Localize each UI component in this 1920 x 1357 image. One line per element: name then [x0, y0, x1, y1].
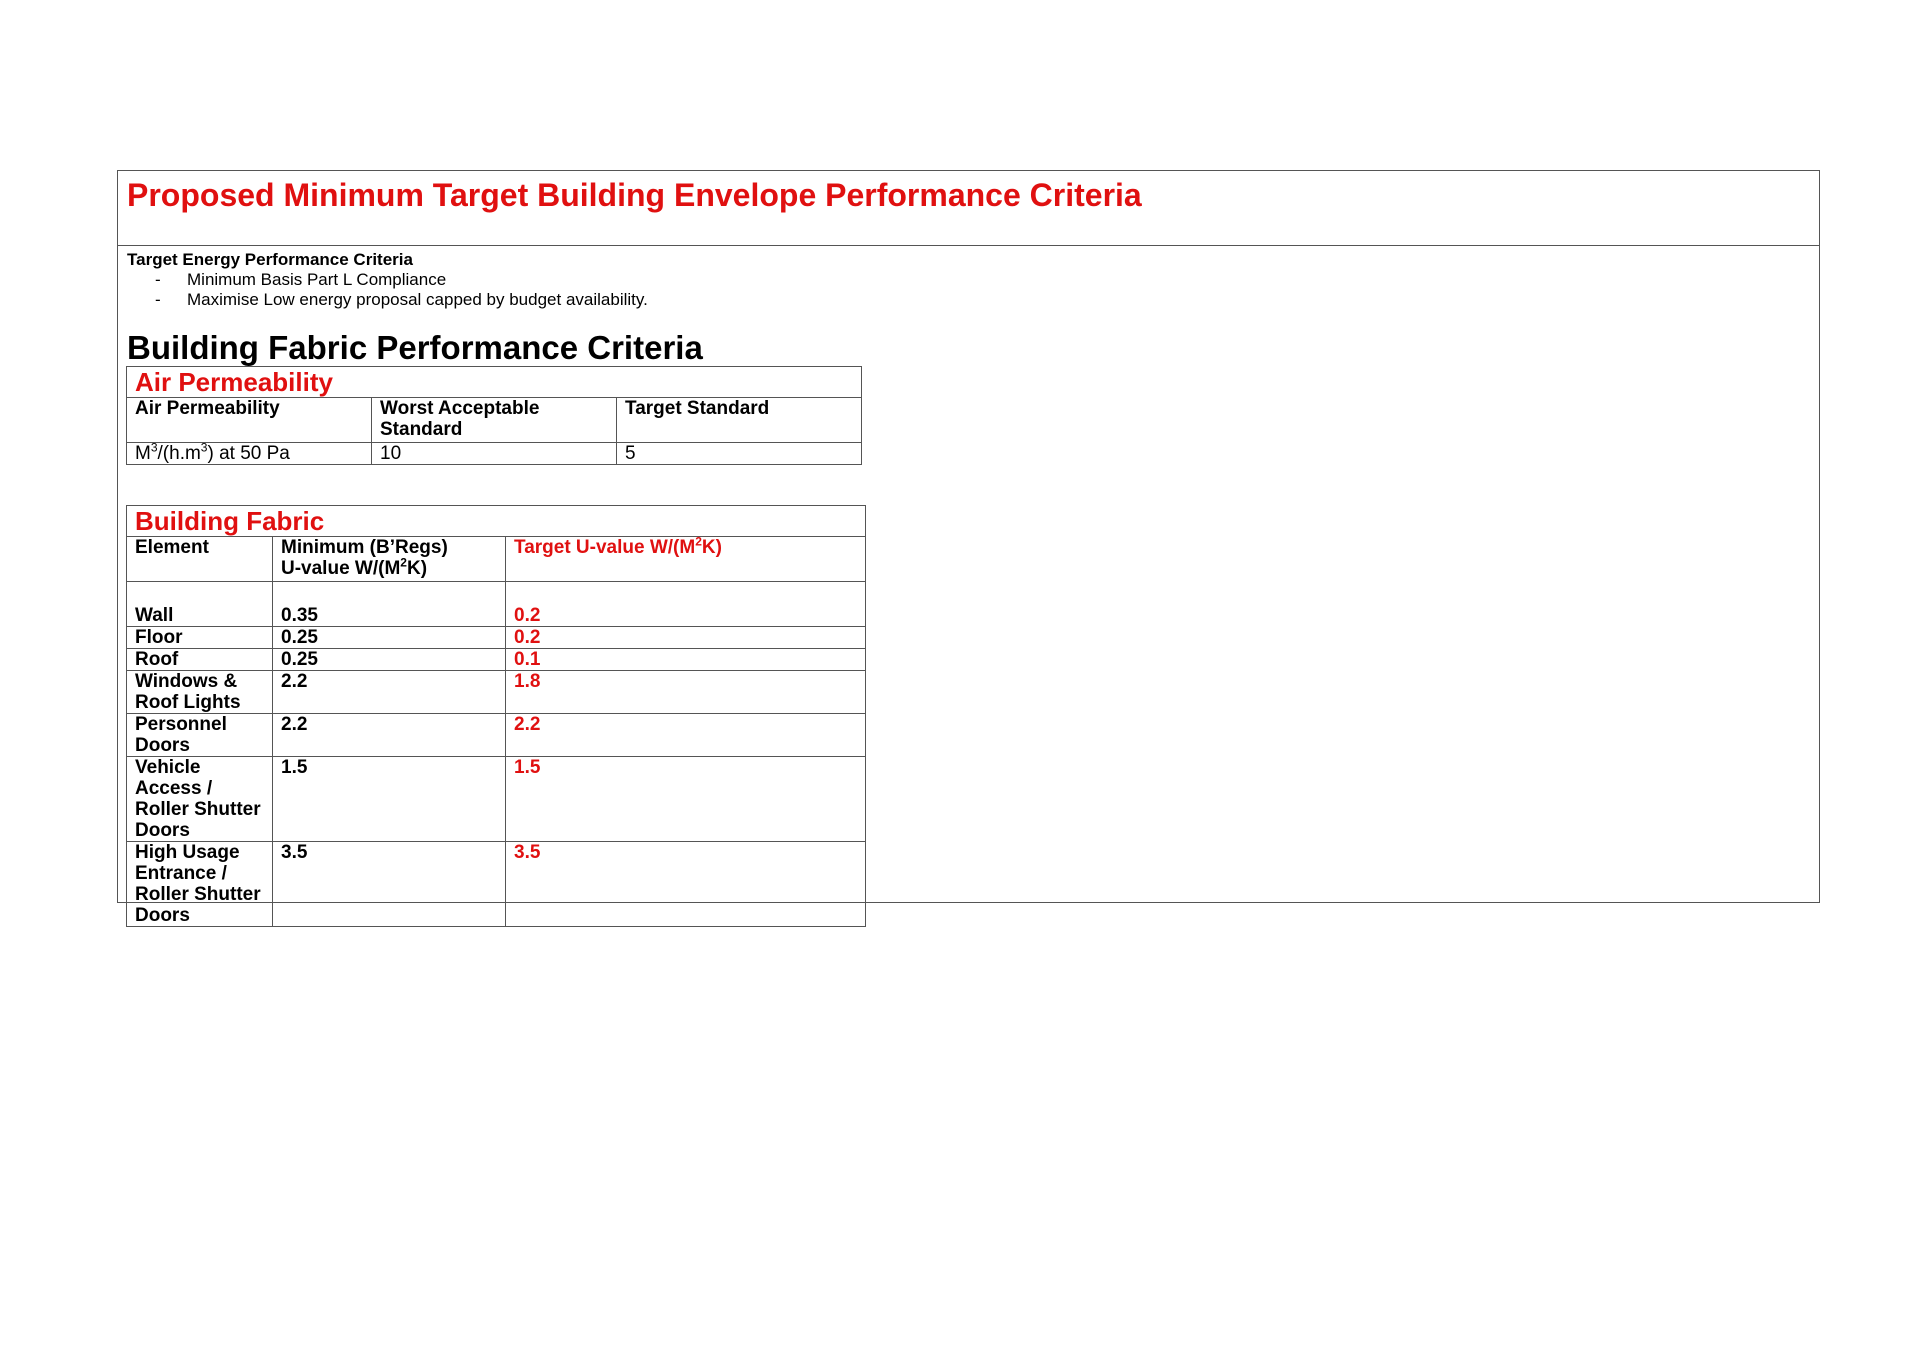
minimum-cell: 2.2 [273, 714, 506, 757]
building-fabric-table [126, 505, 866, 927]
element-cell: Wall [127, 582, 273, 627]
list-item [127, 290, 1810, 310]
table-row [127, 757, 866, 842]
minimum-cell: 2.2 [273, 671, 506, 714]
air-target-value: 5 [617, 443, 862, 465]
target-cell: 2.2 [506, 714, 866, 757]
bullet-marker: - [155, 270, 161, 289]
target-cell: 1.8 [506, 671, 866, 714]
minimum-cell: 0.25 [273, 649, 506, 671]
element-cell: Floor [127, 627, 273, 649]
minimum-cell: 0.25 [273, 627, 506, 649]
air-table-title: Air Permeability [127, 367, 862, 398]
fabric-heading: Building Fabric Performance Criteria [127, 329, 703, 366]
air-unit-cell: $M^3/(h.m^3)$ at 50 Pa [127, 443, 372, 465]
minimum-cell: 3.5 [273, 842, 506, 927]
air-worst-value: 10 [372, 443, 617, 465]
target-cell: 0.1 [506, 649, 866, 671]
air-header-worst: Worst Acceptable Standard [372, 398, 617, 443]
table-row [127, 842, 866, 927]
minimum-cell: 0.35 [273, 582, 506, 627]
fabric-header-element: Element [127, 537, 273, 582]
fabric-header-minimum: Minimum (B’Regs) U-value $W/(M^2K)$ [273, 537, 506, 582]
list-item [127, 270, 1810, 290]
bullet-text: Maximise Low energy proposal capped by budget availability. [187, 290, 648, 309]
element-cell: Windows & Roof Lights [127, 671, 273, 714]
table-row [127, 649, 866, 671]
target-cell: 3.5 [506, 842, 866, 927]
fabric-header-target: Target U-value $W/(M^2K)$ [506, 537, 866, 582]
title-cell [118, 171, 1819, 246]
air-header-target: Target Standard [617, 398, 862, 443]
energy-heading: Target Energy Performance Criteria [127, 250, 413, 269]
air-permeability-table [126, 366, 862, 465]
element-cell: Vehicle Access / Roller Shutter Doors [127, 757, 273, 842]
table-row [127, 671, 866, 714]
bullet-marker: - [155, 290, 161, 309]
fabric-table-title: Building Fabric [127, 506, 866, 537]
target-cell: 0.2 [506, 627, 866, 649]
target-cell: 1.5 [506, 757, 866, 842]
bullet-text: Minimum Basis Part L Compliance [187, 270, 447, 289]
element-cell: Personnel Doors [127, 714, 273, 757]
minimum-cell: 1.5 [273, 757, 506, 842]
energy-list [127, 270, 1810, 310]
air-header-label: Air Permeability [127, 398, 372, 443]
element-cell: Roof [127, 649, 273, 671]
criteria-body [118, 246, 1819, 368]
table-row [127, 627, 866, 649]
page-title: Proposed Minimum Target Building Envelope Performance Criteria [127, 177, 1142, 213]
target-cell: 0.2 [506, 582, 866, 627]
table-row [127, 582, 866, 627]
table-row [127, 714, 866, 757]
element-cell: High Usage Entrance / Roller Shutter Doors [127, 842, 273, 927]
